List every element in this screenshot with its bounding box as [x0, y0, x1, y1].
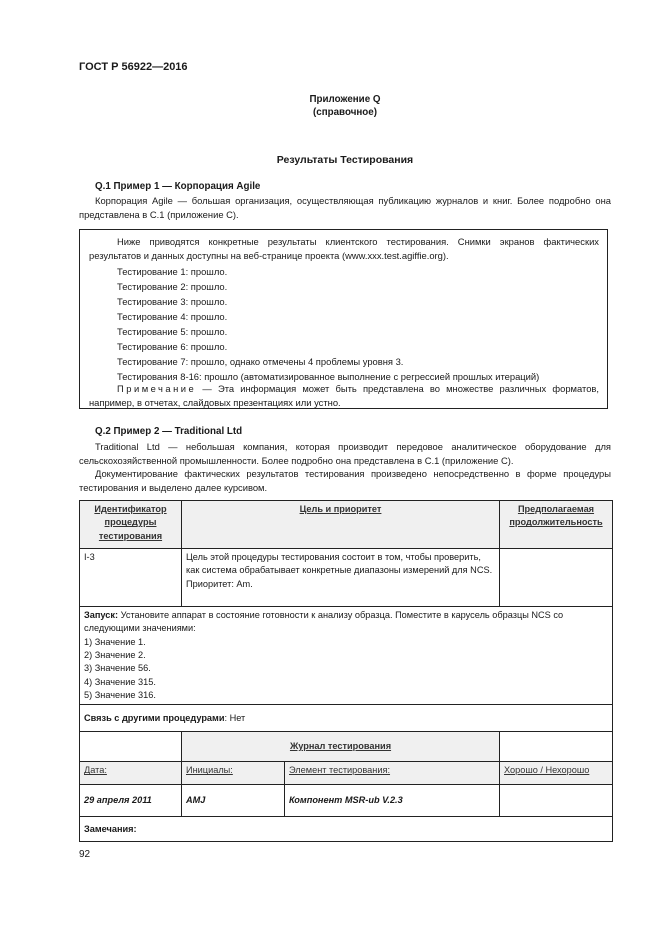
log-element: Компонент MSR-ub V.2.3	[285, 785, 500, 817]
remarks-row	[80, 817, 613, 842]
box-note	[89, 382, 599, 409]
cell-start	[80, 607, 613, 705]
log-title-spacer	[500, 732, 613, 762]
box-note-text	[89, 382, 599, 409]
box-line: Тестирования 8-16: прошло (автоматизированное выполнение с регрессией прошлых итераций)	[117, 371, 540, 382]
box-line: Тестирование 7: прошло, однако отмечены 4 проблемы уровня 3.	[117, 356, 404, 367]
test-procedure-table	[79, 500, 613, 842]
log-header-result: Хорошо / Нехорошо	[500, 762, 613, 785]
relation-label: Связь с другими процедурами	[84, 712, 225, 723]
table-header-row	[80, 501, 613, 549]
cell-relation	[80, 705, 613, 732]
log-result	[500, 785, 613, 817]
log-header-element: Элемент тестирования:	[285, 762, 500, 785]
box-line: Тестирование 3: прошло.	[117, 296, 228, 307]
box-line: Тестирование 6: прошло.	[117, 341, 228, 352]
log-row	[80, 785, 613, 817]
start-value: 4) Значение 315.	[84, 676, 156, 687]
section1-paragraph	[79, 194, 611, 221]
log-initials: AMJ	[182, 785, 285, 817]
priority-text: Приоритет: Am.	[186, 578, 253, 589]
relation-row	[80, 705, 613, 732]
purpose-text: Цель этой процедуры тестирования состоит в том, чтобы проверить, как система обрабатывает конкретные диапазоны измерений для NCS.	[186, 552, 493, 576]
page-number: 92	[79, 849, 91, 860]
start-row	[80, 607, 613, 705]
cell-remarks: Замечания:	[80, 817, 613, 842]
start-description: Установите аппарат в состояние готовности к анализу образца. Поместите в карусель образцы NCS со следующими значениями:	[84, 610, 564, 634]
cell-id: I-3	[80, 549, 182, 607]
annex-subtitle: (справочное)	[313, 107, 377, 118]
cell-duration	[500, 549, 613, 607]
box-line: Тестирование 4: прошло.	[117, 311, 228, 322]
col-header-id: Идентификатор процедуры тестирования	[80, 501, 182, 549]
col-header-purpose: Цель и приоритет	[182, 501, 500, 549]
box-intro-text: Ниже приводятся конкретные результаты клиентского тестирования. Снимки экранов фактических результатов и данных доступны на веб-странице проекта (www.xxx.test.agiffie.org).	[89, 236, 599, 261]
log-title-row	[80, 732, 613, 762]
col-header-duration: Предполагаемая продолжительность	[500, 501, 613, 549]
table-row	[80, 549, 613, 607]
log-header-row	[80, 762, 613, 785]
log-header-initials: Инициалы:	[182, 762, 285, 785]
section1-heading: Q.1 Пример 1 — Корпорация Agile	[95, 181, 261, 192]
standard-id: ГОСТ Р 56922—2016	[79, 61, 188, 73]
log-title-spacer	[80, 732, 182, 762]
box-line: Тестирование 1: прошло.	[117, 266, 228, 277]
log-header-date: Дата:	[80, 762, 182, 785]
section2-paragraph-1: Traditional Ltd — небольшая компания, которая производит передовое аналитическое оборудование для сельскохозяйственной промышленности. Более подробно она представлена в С.1 (приложение С).	[79, 441, 611, 466]
relation-text: : Нет	[224, 712, 246, 723]
log-title: Журнал тестирования	[182, 732, 500, 762]
box-line: Тестирование 5: прошло.	[117, 326, 228, 337]
annex-title: Приложение Q	[309, 94, 381, 105]
box-intro	[89, 235, 599, 262]
results-box	[79, 229, 608, 409]
cell-purpose	[182, 549, 500, 607]
note-label: Примечание	[117, 383, 197, 394]
results-title: Результаты Тестирования	[276, 154, 414, 166]
start-label: Запуск:	[84, 610, 119, 620]
start-text	[84, 609, 608, 636]
section1-paragraph-text: Корпорация Agile — большая организация, осуществляющая публикацию журналов и книг. Более подробно она представлена в С.1 (приложение С).	[79, 195, 611, 220]
start-value: 1) Значение 1.	[84, 636, 146, 647]
start-value: 2) Значение 2.	[84, 650, 146, 661]
note-text: — Эта информация может быть представлена во множестве различных форматов, например, в отчетах, слайдовых презентациях или устно.	[89, 383, 599, 408]
start-value: 5) Значение 316.	[84, 690, 156, 701]
start-value: 3) Значение 56.	[84, 663, 151, 674]
section2-heading: Q.2 Пример 2 — Traditional Ltd	[95, 426, 243, 437]
section2-paragraphs	[79, 440, 611, 495]
section2-paragraph-2: Документирование фактических результатов тестирования произведено непосредственно в форме процедуры тестирования и выделено далее курсивом.	[79, 468, 611, 493]
box-line: Тестирование 2: прошло.	[117, 281, 228, 292]
log-date: 29 апреля 2011	[80, 785, 182, 817]
